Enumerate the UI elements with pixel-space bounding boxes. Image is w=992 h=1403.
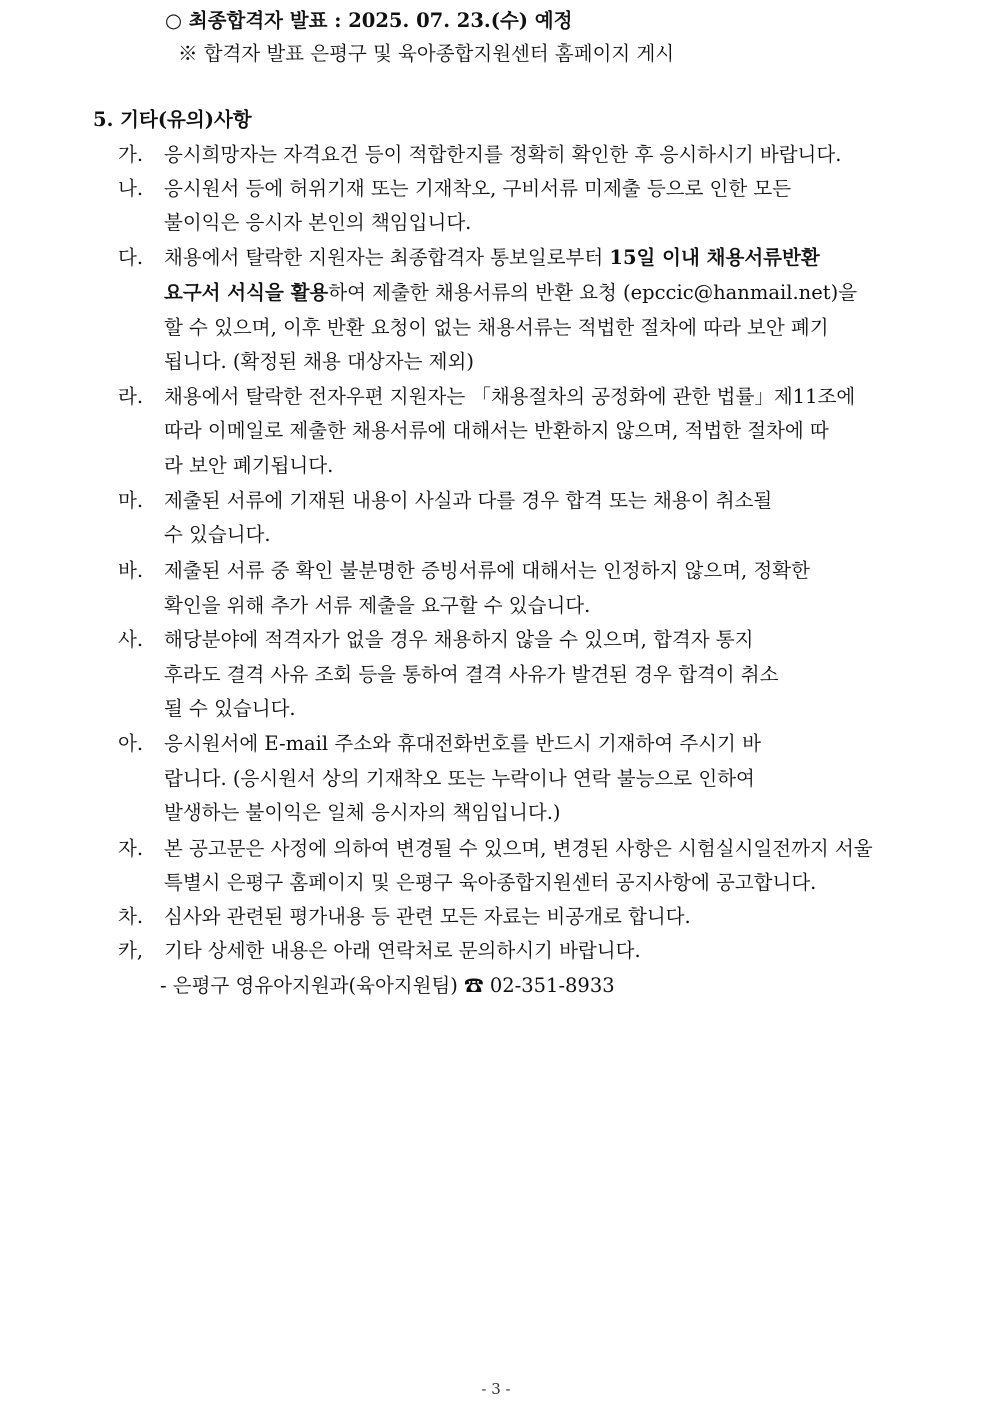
item-ga [118, 142, 841, 168]
section-heading: 5. 기타(유의)사항 [93, 108, 252, 131]
item-marker: 바. [118, 559, 144, 582]
item-ra [118, 384, 855, 410]
item-ma-cont: 수 있습니다. [164, 523, 271, 546]
item-text: 심사와 관련된 평가내용 등 관련 모든 자료는 비공개로 합니다. [164, 905, 691, 928]
item-marker: 다. [118, 246, 144, 269]
item-cha [118, 904, 691, 930]
item-text: 제출된 서류 중 확인 불분명한 증빙서류에 대해서는 인정하지 않으며, 정확한 [164, 559, 810, 582]
item-marker: 아. [118, 732, 144, 755]
item-text: 본 공고문은 사정에 의하여 변경될 수 있으며, 변경된 사항은 시험실시일전까지 서울 [164, 837, 873, 860]
item-text: 제출된 서류에 기재된 내용이 사실과 다를 경우 합격 또는 채용이 취소될 [164, 489, 773, 512]
item-emphasis: 요구서 서식을 활용 [164, 281, 329, 304]
item-na-cont: 불이익은 응시자 본인의 책임입니다. [164, 211, 472, 234]
item-marker: 마. [118, 489, 144, 512]
item-sa-cont: 후라도 결격 사유 조회 등을 통하여 결격 사유가 발견된 경우 합격이 취소 [164, 663, 779, 686]
item-text: 응시원서에 E-mail 주소와 휴대전화번호를 반드시 기재하여 주시기 바 [164, 732, 761, 755]
item-ka [118, 938, 641, 964]
item-da-cont: 할 수 있으며, 이후 반환 요청이 없는 채용서류는 적법한 절차에 따라 보안 폐기 [164, 316, 829, 339]
item-da-cont: 됩니다. (확정된 채용 대상자는 제외) [164, 350, 474, 373]
item-text: 하여 제출한 채용서류의 반환 요청 (epccic@hanmail.net)을 [328, 281, 858, 304]
item-ja-cont: 특별시 은평구 홈페이지 및 은평구 육아종합지원센터 공지사항에 공고합니다. [164, 871, 817, 894]
item-a [118, 731, 761, 757]
item-ja [118, 836, 873, 862]
item-emphasis: 15일 이내 채용서류반환 [609, 246, 820, 269]
item-ba-cont: 확인을 위해 추가 서류 제출을 요구할 수 있습니다. [164, 594, 591, 617]
item-na [118, 176, 791, 202]
item-sa [118, 627, 753, 653]
announcement-note: ※ 합격자 발표 은평구 및 육아종합지원센터 홈페이지 게시 [178, 42, 675, 65]
item-text: 채용에서 탈락한 전자우편 지원자는 「채용절차의 공정화에 관한 법률」제11조에 [164, 385, 856, 408]
item-ra-cont: 따라 이메일로 제출한 채용서류에 대해서는 반환하지 않으며, 적법한 절차에 따 [164, 419, 829, 442]
item-da [118, 245, 820, 271]
item-ma [118, 488, 772, 514]
item-text: 응시원서 등에 허위기재 또는 기재착오, 구비서류 미제출 등으로 인한 모든 [164, 177, 792, 200]
item-marker: 카, [118, 939, 144, 962]
item-a-cont: 랍니다. (응시원서 상의 기재착오 또는 누락이나 연락 불능으로 인하여 [164, 767, 755, 790]
item-marker: 사. [118, 628, 144, 651]
item-marker: 가. [118, 143, 144, 166]
item-da-cont [164, 280, 857, 306]
item-marker: 차. [118, 905, 144, 928]
final-announcement-line: ○ 최종합격자 발표 : 2025. 07. 23.(수) 예정 [165, 9, 573, 32]
item-text: 채용에서 탈락한 지원자는 최종합격자 통보일로부터 [164, 246, 610, 269]
page-number: - 3 - [481, 1380, 511, 1398]
item-marker: 자. [118, 837, 144, 860]
item-text: 응시희망자는 자격요건 등이 적합한지를 정확히 확인한 후 응시하시기 바랍니다. [164, 143, 842, 166]
item-sa-cont: 될 수 있습니다. [164, 697, 296, 720]
item-ra-cont: 라 보안 폐기됩니다. [164, 454, 334, 477]
item-ba [118, 558, 810, 584]
contact-line: - 은평구 영유아지원과(육아지원팀) ☎ 02-351-8933 [160, 974, 615, 997]
item-text: 해당분야에 적격자가 없을 경우 채용하지 않을 수 있으며, 합격자 통지 [164, 628, 754, 651]
item-marker: 라. [118, 385, 144, 408]
item-text: 기타 상세한 내용은 아래 연락처로 문의하시기 바랍니다. [164, 939, 641, 962]
item-marker: 나. [118, 177, 144, 200]
item-a-cont: 발생하는 불이익은 일체 응시자의 책임입니다.) [164, 801, 561, 824]
